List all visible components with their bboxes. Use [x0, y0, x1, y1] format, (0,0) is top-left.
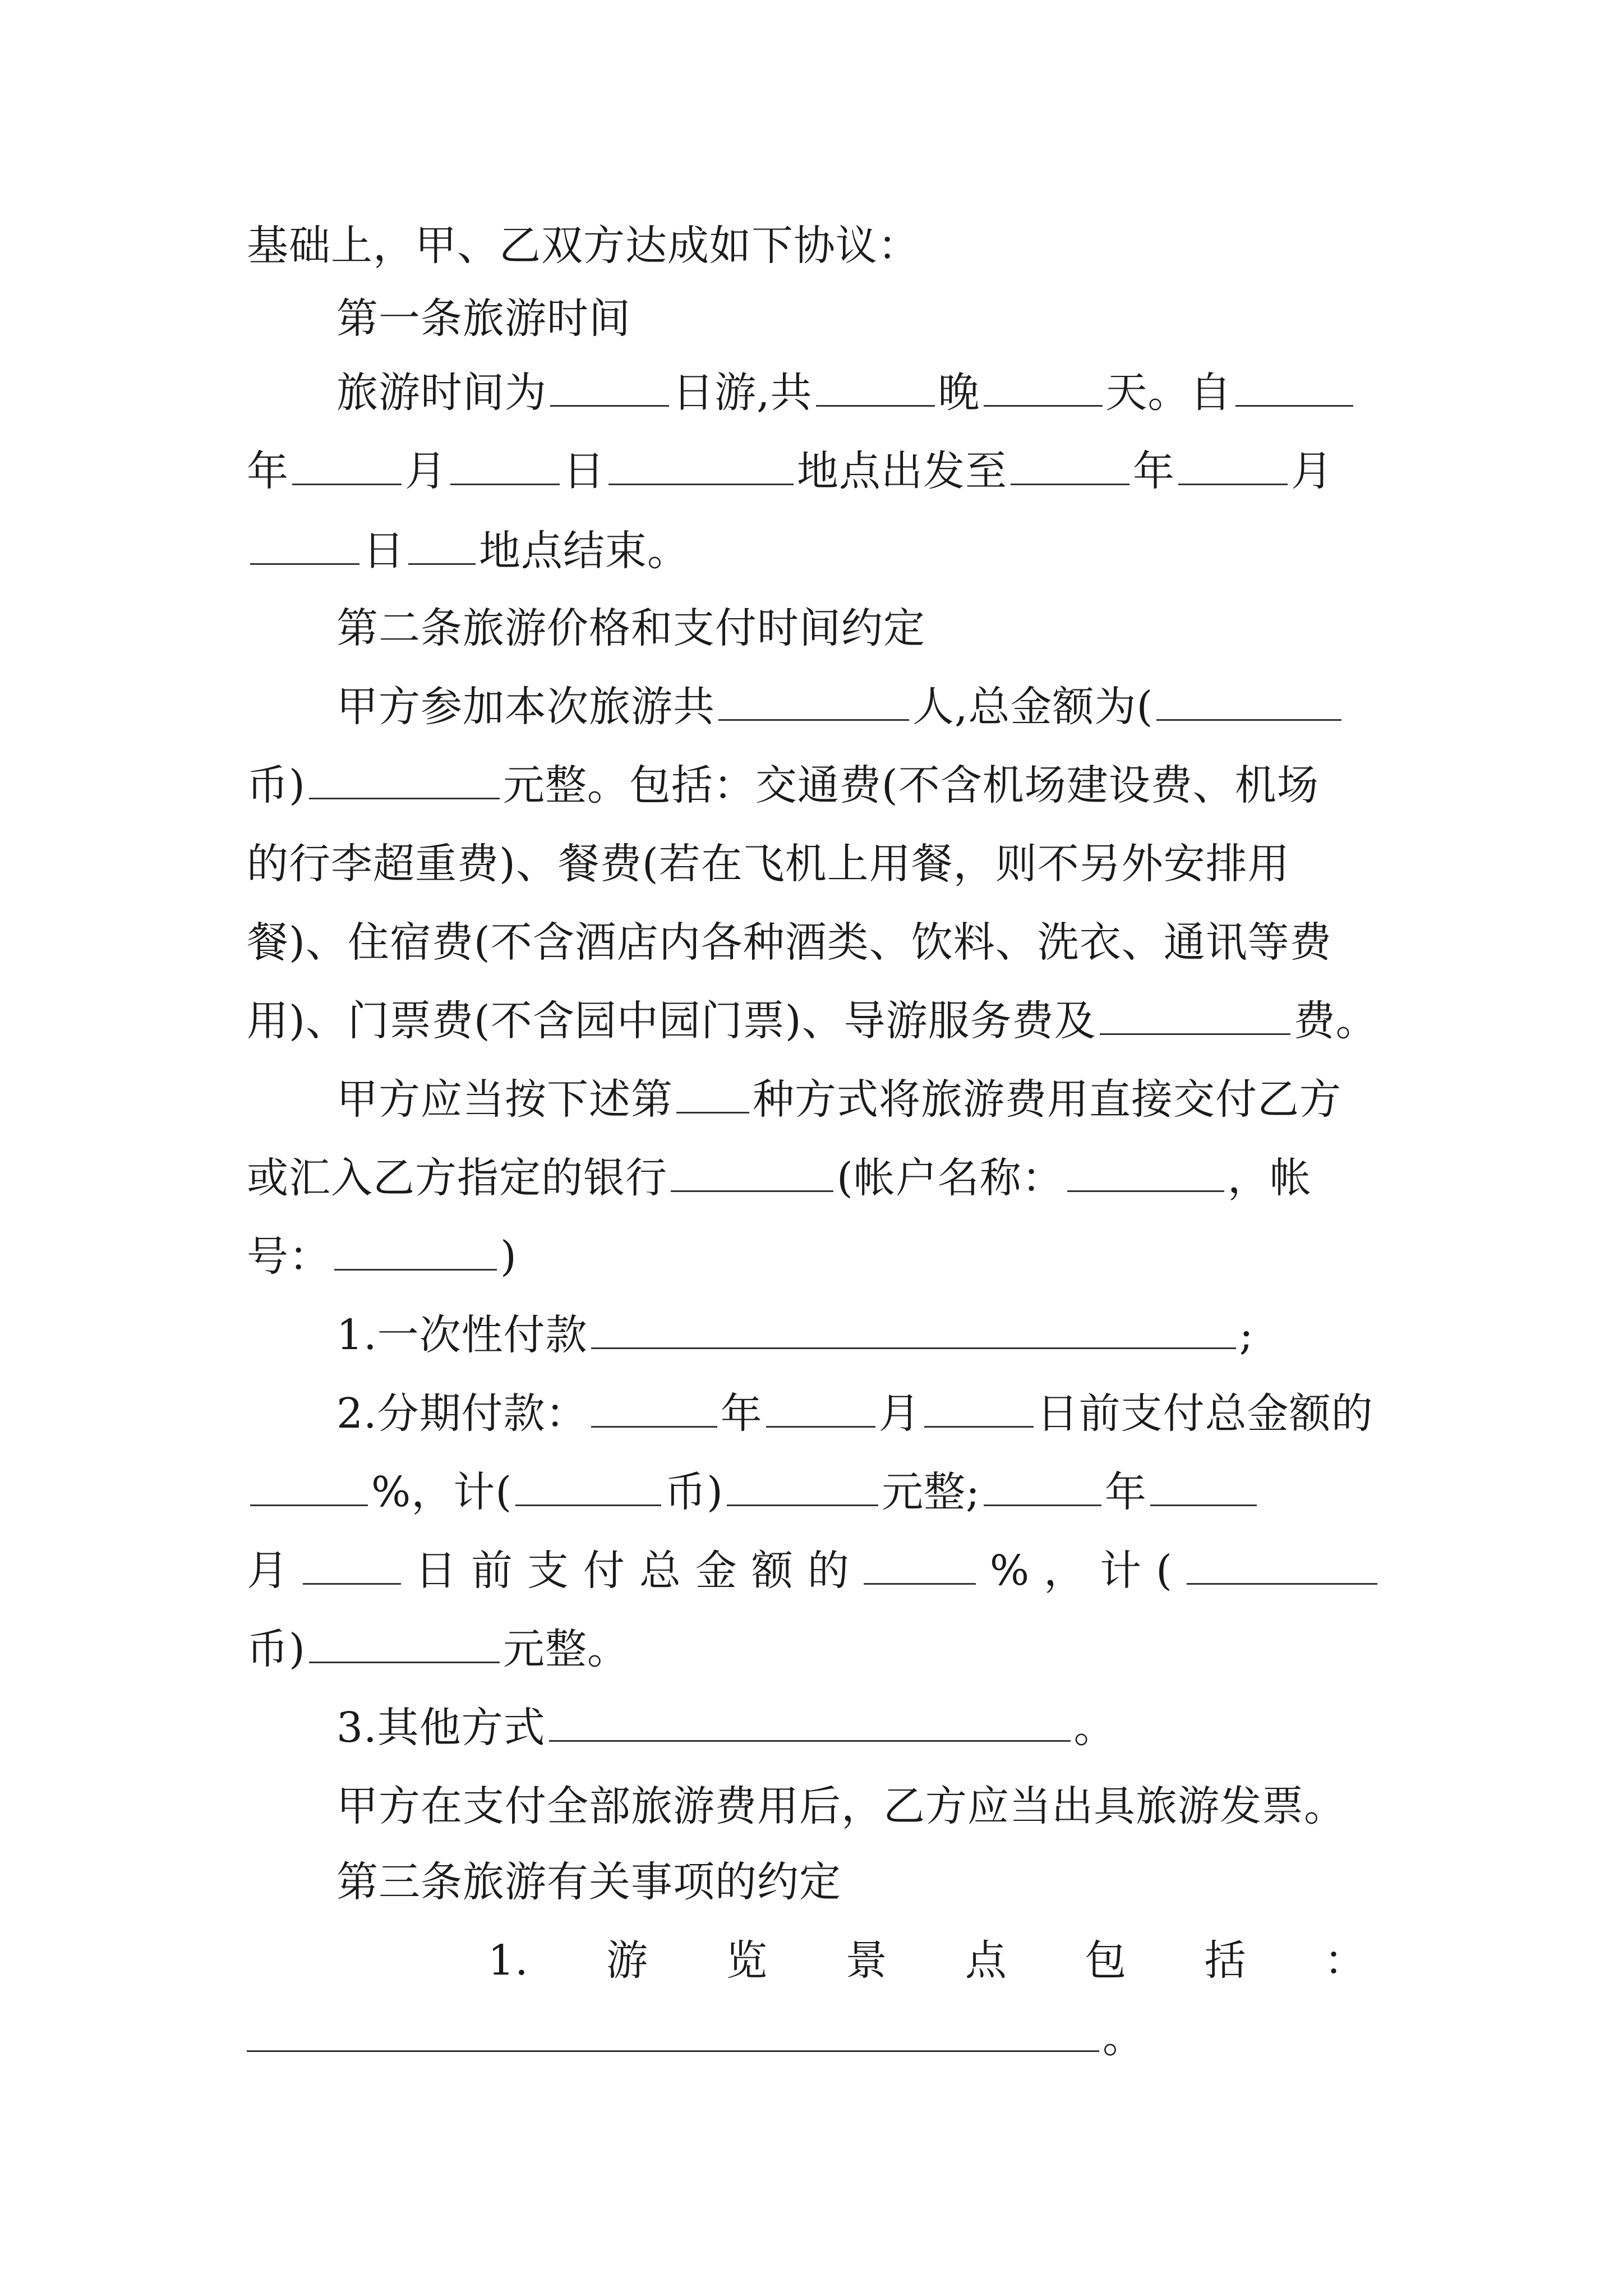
blank-field: [1187, 1548, 1377, 1585]
doc-line-24: 。: [247, 2010, 1377, 2066]
blank-field: [816, 370, 935, 407]
doc-line-11: 用)、门票费(不含园中园门票)、导游服务费及 费。: [247, 997, 1378, 1045]
doc-line-12: 甲方应当按下述第 种方式将旅游费用直接交付乙方: [336, 1075, 1341, 1124]
blank-field: [671, 1155, 833, 1192]
doc-line-13: 或汇入乙方指定的银行 (帐户名称： ，帐: [247, 1154, 1312, 1202]
doc-line-20: 3.其他方式 。: [336, 1704, 1116, 1752]
blank-field: [1150, 1469, 1257, 1506]
doc-line-8: 币) 元整。包括：交通费(不含机场建设费、机场: [247, 761, 1319, 809]
doc-line-16: 2.分期付款： 年 月 日前支付总金额的: [336, 1389, 1373, 1438]
blank-field: [250, 528, 359, 565]
blank-field: [727, 1469, 878, 1506]
blank-field: [1011, 448, 1129, 485]
doc-line-7: 甲方参加本次旅游共 人,总金额为(: [336, 679, 1377, 735]
blank-field: [1178, 448, 1288, 485]
doc-line-19: 币) 元整。: [247, 1625, 629, 1673]
doc-line-17: %，计( 币) 元整; 年: [247, 1464, 1377, 1520]
blank-field: [550, 370, 669, 407]
blank-field: [247, 2015, 1099, 2052]
doc-line-3: 旅游时间为 日游,共 晚 天。自: [336, 365, 1377, 421]
doc-line-18: 月 日 前 支 付 总 金 额 的 % ， 计 (: [247, 1543, 1377, 1599]
blank-field: [515, 1469, 661, 1506]
doc-line-23: 1. 游 览 景 点 包 括 ：: [488, 1936, 1366, 1985]
article-3-heading: 第三条旅游有关事项的约定: [336, 1858, 841, 1906]
blank-field: [1235, 370, 1353, 407]
doc-line-5: 日 地点结束。: [247, 523, 1377, 579]
blank-field: [676, 1076, 749, 1114]
blank-field: [766, 1391, 875, 1428]
blank-field: [924, 1391, 1034, 1428]
blank-field: [334, 1234, 497, 1271]
blank-field: [984, 370, 1103, 407]
blank-field: [1067, 1155, 1224, 1192]
doc-line-14: 号： ): [247, 1232, 517, 1281]
blank-field: [303, 1548, 401, 1585]
doc-line-4: 年 月 日 地点出发至 年 月: [247, 447, 1333, 495]
doc-line-10: 餐)、住宿费(不含酒店内各种酒类、饮料、洗衣、通讯等费: [247, 918, 1332, 967]
blank-field: [408, 528, 476, 565]
blank-field: [1156, 684, 1341, 721]
blank-field: [292, 448, 402, 485]
blank-field: [984, 1469, 1101, 1506]
blank-field: [1100, 998, 1290, 1035]
blank-field: [864, 1548, 976, 1585]
doc-line-15: 1.一次性付款 ;: [336, 1311, 1254, 1359]
blank-field: [309, 1626, 500, 1663]
blank-field: [309, 762, 500, 799]
article-1-heading: 第一条旅游时间: [336, 295, 631, 343]
blank-field: [591, 1312, 1236, 1349]
blank-field: [250, 1469, 368, 1506]
article-2-heading: 第二条旅游价格和支付时间约定: [336, 604, 925, 652]
blank-field: [450, 448, 560, 485]
blank-field: [608, 448, 794, 485]
doc-line-1: 基础上，甲、乙双方达成如下协议：: [247, 222, 920, 270]
blank-field: [591, 1391, 717, 1428]
doc-line-21: 甲方在支付全部旅游费用后，乙方应当出具旅游发票。: [336, 1782, 1346, 1830]
blank-field: [549, 1705, 1071, 1742]
blank-field: [718, 684, 909, 721]
doc-line-9: 的行李超重费)、餐费(若在飞机上用餐，则不另外安排用: [247, 840, 1290, 888]
